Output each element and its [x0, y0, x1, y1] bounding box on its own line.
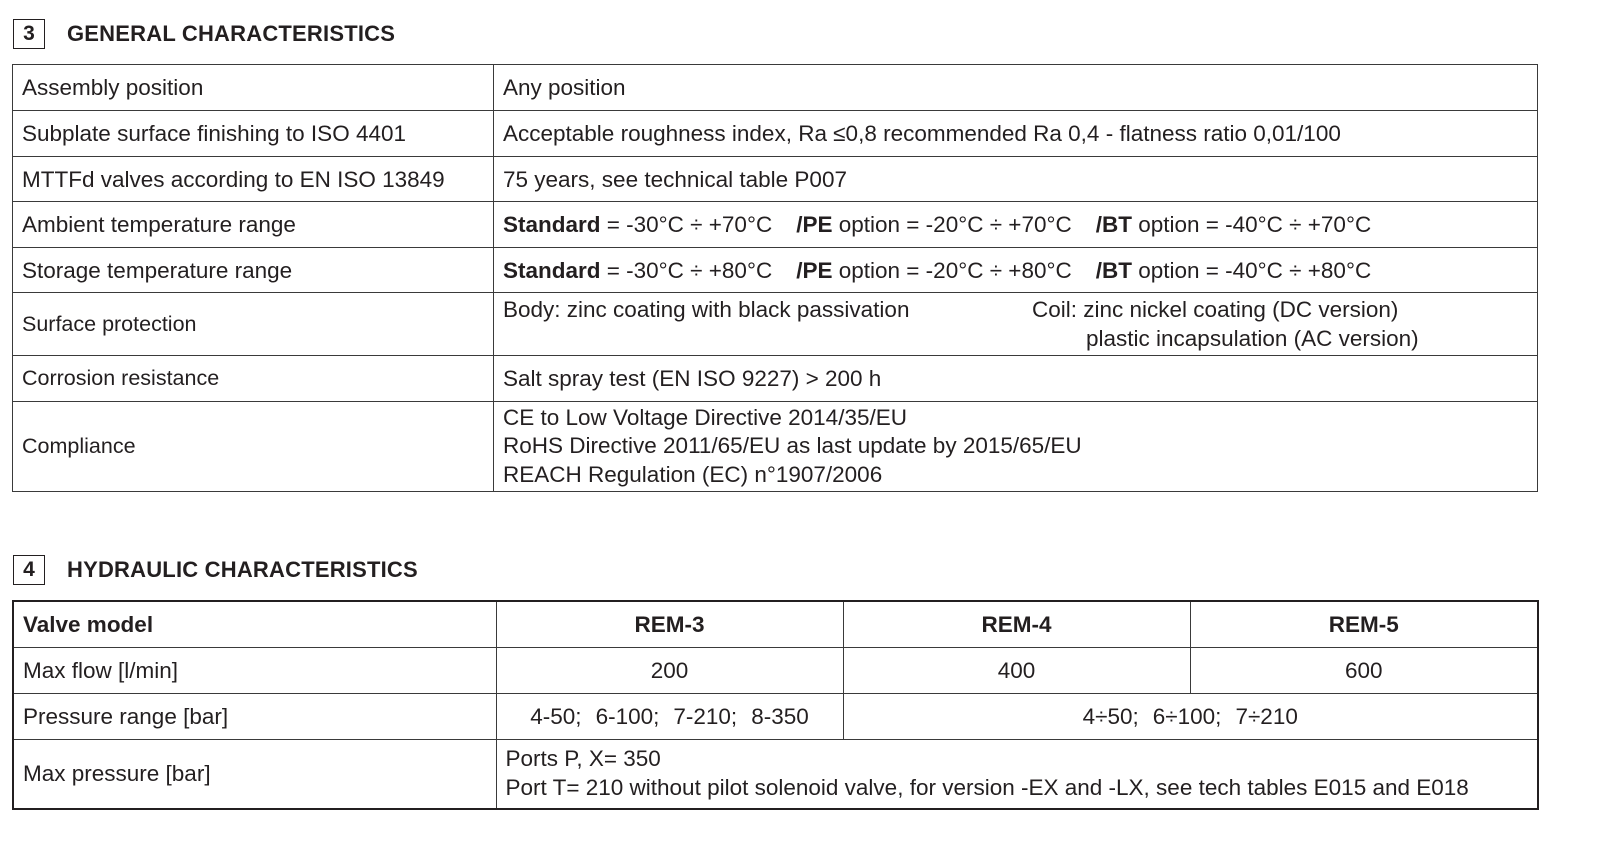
- pe-label: /PE: [796, 212, 833, 237]
- hydraulic-characteristics-table: [12, 600, 1539, 810]
- section-title: HYDRAULIC CHARACTERISTICS: [67, 557, 418, 582]
- table-row: [13, 293, 1538, 356]
- pe-label: /PE: [796, 257, 833, 283]
- row-value: Any position: [494, 65, 1538, 111]
- pressure-value: 6-100;: [595, 703, 660, 729]
- row-value: [494, 248, 1538, 293]
- general-characteristics-table: [12, 64, 1538, 492]
- pressure-value: 4-50;: [530, 703, 582, 729]
- bt-label: /BT: [1095, 257, 1132, 283]
- model-rem4-header: REM-4: [843, 601, 1190, 647]
- compliance-line: RoHS Directive 2011/65/EU as last update by 2015/65/EU: [503, 433, 1082, 459]
- section-heading-hydraulic: [13, 554, 418, 586]
- standard-label: Standard: [503, 257, 601, 283]
- row-label: Assembly position: [13, 65, 494, 111]
- pressure-range-rem3: [496, 693, 843, 739]
- row-value: Acceptable roughness index, Ra ≤0,8 recommended Ra 0,4 - flatness ratio 0,01/100: [494, 111, 1538, 157]
- row-value: 75 years, see technical table P007: [494, 157, 1538, 202]
- max-pressure-line: Ports P, X= 350: [505, 746, 661, 772]
- section-number: 4: [13, 555, 45, 585]
- max-pressure-line: Port T= 210 without pilot solenoid valve, for version -EX and -LX, see tech tables E015 and E018: [505, 774, 1469, 800]
- compliance-line: REACH Regulation (EC) n°1907/2006: [503, 461, 883, 487]
- surface-coil-line2: plastic incapsulation (AC version): [1086, 326, 1419, 351]
- pressure-value: 7-210;: [673, 703, 738, 729]
- pressure-value: 6÷100;: [1152, 703, 1222, 729]
- bt-value: option = -40°C ÷ +70°C: [1131, 212, 1372, 237]
- pressure-value: 7÷210: [1235, 703, 1298, 729]
- pe-value: option = -20°C ÷ +70°C: [832, 212, 1072, 237]
- row-value: [494, 202, 1538, 248]
- table-row: [13, 65, 1538, 111]
- row-label: Pressure range [bar]: [13, 693, 496, 739]
- bt-value: option = -40°C ÷ +80°C: [1131, 257, 1372, 283]
- max-flow-rem3: 200: [496, 647, 843, 693]
- row-label: MTTFd valves according to EN ISO 13849: [13, 157, 494, 202]
- standard-value: = -30°C ÷ +70°C: [600, 212, 773, 237]
- valve-model-header: Valve model: [13, 601, 496, 647]
- row-label: Corrosion resistance: [13, 356, 494, 402]
- row-value: [494, 402, 1538, 492]
- max-flow-rem4: 400: [843, 647, 1190, 693]
- model-rem3-header: REM-3: [496, 601, 843, 647]
- model-rem5-header: REM-5: [1190, 601, 1538, 647]
- row-label: Storage temperature range: [13, 248, 494, 293]
- section-number: 3: [13, 19, 45, 49]
- table-row: [13, 693, 1538, 739]
- table-row: [13, 739, 1538, 809]
- table-row: [13, 402, 1538, 492]
- row-label: Ambient temperature range: [13, 202, 494, 248]
- pressure-value: 4÷50;: [1082, 703, 1139, 729]
- table-row: [13, 157, 1538, 202]
- table-row: [13, 202, 1538, 248]
- max-flow-rem5: 600: [1190, 647, 1538, 693]
- section-title: GENERAL CHARACTERISTICS: [67, 21, 396, 46]
- row-label: Compliance: [13, 402, 494, 492]
- table-row: [13, 111, 1538, 157]
- table-row: [13, 356, 1538, 402]
- surface-body: Body: zinc coating with black passivation: [503, 297, 910, 322]
- bt-label: /BT: [1095, 212, 1132, 237]
- max-pressure-value: [496, 739, 1538, 809]
- pressure-value: 8-350: [751, 703, 809, 729]
- row-label: Subplate surface finishing to ISO 4401: [13, 111, 494, 157]
- pressure-range-rem4-rem5: [843, 693, 1538, 739]
- row-label: Surface protection: [13, 293, 494, 356]
- compliance-line: CE to Low Voltage Directive 2014/35/EU: [503, 404, 907, 430]
- standard-label: Standard: [503, 212, 601, 237]
- table-row: [13, 647, 1538, 693]
- pe-value: option = -20°C ÷ +80°C: [832, 257, 1072, 283]
- table-header-row: [13, 601, 1538, 647]
- row-label: Max pressure [bar]: [13, 739, 496, 809]
- row-value: Salt spray test (EN ISO 9227) > 200 h: [494, 356, 1538, 402]
- row-label: Max flow [l/min]: [13, 647, 496, 693]
- section-heading-general: [13, 18, 395, 50]
- standard-value: = -30°C ÷ +80°C: [600, 257, 773, 283]
- surface-coil-line1: Coil: zinc nickel coating (DC version): [1032, 297, 1399, 322]
- row-value: [494, 293, 1538, 356]
- table-row: [13, 248, 1538, 293]
